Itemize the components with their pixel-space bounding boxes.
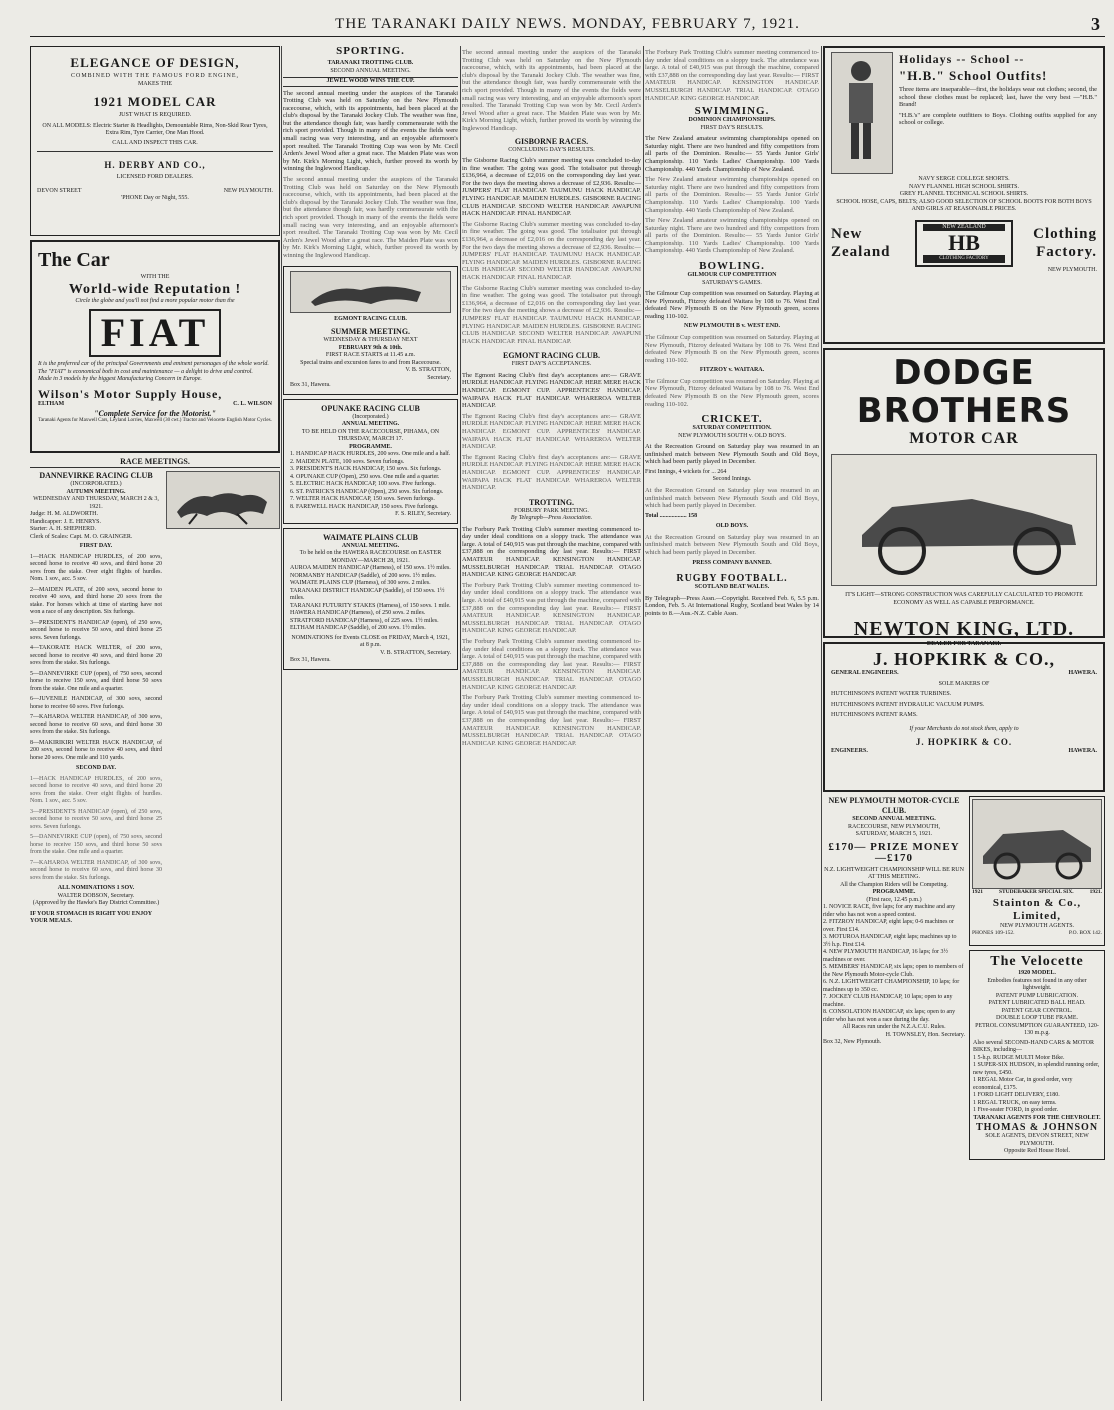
fiat-pref: It is the preferred car of the principal Governments and eminent personages of the whole world. [38, 361, 269, 367]
waimate-box: Box 31, Hawera. [290, 657, 331, 664]
hb-nz-left: New Zealand [831, 226, 891, 261]
trotting-article-continued: The second annual meeting under the auspices of the Taranaki Trotting Club was held on Saturday on the New Plymouth racecourse, which, with its appointments, had been placed at the club's disposal by the Taranaki Jockey Club. The weather was fine, but the attendance though fair, was hardly commensurate with the rich sport provided. Though in many of the events the fields were small racing was very interesting, and an enjoyable afternoon's sport resulted. The Taranaki Trotting Cup was won by Mr. Cecil Arden's Jewel Wood after a great race. The Maiden Plate was won by Mr. Kirk's Morning Light, which, further proved its worth by winning the Inglewood Handicap. [283, 176, 458, 259]
dannevirke-secretary: WALTER DOBSON, Secretary. [57, 892, 135, 899]
hb-town: NEW PLYMOUTH. [1047, 266, 1097, 273]
ford-town: NEW PLYMOUTH. [223, 187, 273, 194]
waimate-item: STRATFORD HANDICAP (Harness), of 225 sovs. 1½ miles. [290, 617, 439, 624]
dannevirke-dates: WEDNESDAY AND THURSDAY, MARCH 2 & 3, 1921. [33, 496, 159, 510]
hb-item: GREY FLANNEL TECHNICAL SCHOOL SHIRTS. [899, 191, 1029, 197]
swimming-article-continued: The New Zealand amateur swimming championships opened on Saturday night. There are two hundred and fifty competitors from all parts of the Dominion. Results:— 55 Yards Junior Girls' Championship. 110 Yards Ladies' Championship. 100 Yards Championship. 440 Yards Championship of New Zealand. [645, 176, 819, 214]
car-icon [832, 455, 1098, 583]
stainton-town: NEW PLYMOUTH AGENTS. [999, 922, 1075, 929]
egmont-trains: Special trains and excursion fares to and from Racecourse. [300, 359, 441, 366]
club-prize: £170— PRIZE MONEY —£170 [828, 840, 960, 864]
hopkirk-stock: If your Merchants do not stock them, apply to [909, 725, 1019, 732]
hb-logo-mid: HB [948, 230, 980, 256]
hb-clothing-advert [823, 46, 1105, 344]
motorcycle-club-advert [823, 796, 965, 1164]
hb-item: SCHOOL HOSE, CAPS, BELTS; ALSO GOOD SELECTION OF SCHOOL BOOTS FOR BOTH BOYS AND GIRLS AT REASONABLE PRICES. [836, 198, 1092, 212]
hopkirk-p3: HUTCHINSON'S PATENT RAMS. [831, 712, 918, 718]
ford-line2: MAKES THE [137, 80, 173, 87]
second-meeting-heading: SECOND ANNUAL MEETING. [330, 67, 411, 74]
velocette-model: 1920 MODEL. [1018, 970, 1056, 976]
race-item: 1—HACK HANDICAP HURDLES, of 200 sovs, second horse to receive 40 sovs, and third horse 20 sovs from the stake. Over eight flights of hurdles. Nom. 1 sov., acc. 5 sov. [30, 775, 162, 804]
studebaker-advert [969, 796, 1105, 946]
dodge-dealer: NEWTON KING, LTD. [853, 618, 1075, 640]
car-illustration [831, 454, 1097, 586]
club-champ: N.Z. LIGHTWEIGHT CHAMPIONSHIP WILL BE RUN AT THIS MEETING. [824, 866, 964, 880]
club-date: SATURDAY, MARCH 5, 1921. [855, 831, 933, 837]
stomach-advert-title: IF YOUR STOMACH IS RIGHT YOU ENJOY YOUR MEALS. [30, 910, 152, 924]
dominion-heading: DOMINION CHAMPIONSHIPS. [688, 117, 776, 124]
dannevirke-title: DANNEVIRKE RACING CLUB [39, 471, 153, 480]
fiat-circle: Circle the globe and you'll not find a more popular motor than the [75, 297, 235, 304]
race-item: 6—JUVENILE HANDICAP, of 300 sovs, second horse to receive 60 sovs. Five furlongs. [30, 696, 162, 710]
race-meetings-heading: RACE MEETINGS. [30, 457, 280, 468]
velocette-feature: DOUBLE LOOP TUBE FRAME. [995, 1015, 1078, 1021]
waimate-meeting: ANNUAL MEETING. [341, 542, 400, 549]
saturday-games-heading: SATURDAY'S GAMES. [702, 279, 762, 286]
forbury-article-overflow: The Forbury Park Trotting Club's summer meeting commenced to-day under ideal conditions on a sloppy track. The attendance was large. A total of £40,915 was put through the machine, compared with £37,888 on the corresponding day last year. Results:— FIRST AMATEUR HANDICAP. KENSINGTON HANDICAP. MUSSELBURGH HANDICAP. TRIAL HANDICAP. OTAGO HANDICAP. KING GEORGE HANDICAP. [645, 49, 819, 102]
dannevirke-inc: (INCORPORATED.) [70, 481, 122, 487]
velocette-agents: TARANAKI AGENTS FOR THE CHEVROLET. [973, 1114, 1101, 1121]
column-rule [281, 46, 282, 1401]
dodge-advert [823, 348, 1105, 647]
jockey-icon [291, 272, 451, 310]
waimate-item: TARANAKI FUTURITY STAKES (Harness), of 150 sovs. 1 mile. [290, 602, 451, 609]
club-item: 4. NEW PLYMOUTH HANDICAP, 16 laps; for 3½ machines or over. [823, 949, 948, 963]
opunake-item: 5. ELECTRIC HACK HANDICAP, 100 sovs. Five furlongs. [290, 481, 436, 488]
opunake-item: 8. FAREWELL HACK HANDICAP, 150 sovs. Five furlongs. [290, 503, 439, 510]
jockey-illustration [290, 271, 451, 313]
race-item: 7—KAHAROA WELTER HANDICAP, of 300 sovs, second horse to receive 60 sovs, and third horse 30 sovs from the stake. Six furlongs. [30, 859, 162, 881]
gisborne-subheading: CONCLUDING DAY'S RESULTS. [508, 146, 595, 153]
opunake-meeting: ANNUAL MEETING. [341, 421, 400, 428]
forbury-article-continued: The Forbury Park Trotting Club's summer meeting commenced to-day under ideal conditions on a sloppy track. The attendance was large. A total of £40,915 was put through the machine, compared with £37,888 on the corresponding day last year. Results:— FIRST AMATEUR HANDICAP. KENSINGTON HANDICAP. MUSSELBURGH HANDICAP. TRIAL HANDICAP. OTAGO HANDICAP. KING GEORGE HANDICAP. [462, 694, 641, 747]
used-item: 1 FORD LIGHT DELIVERY, £180. [973, 1092, 1060, 1098]
cricket-article: At the Recreation Ground on Saturday play was resumed in an unfinished match between New Plymouth South and Old Boys, which had been partly played in December. [645, 443, 819, 466]
gisborne-article-continued: The Gisborne Racing Club's summer meeting was concluded to-day in fine weather. The going was good. The totalisator put through £136,964, a decrease of £2,016 on the corresponding day last year. For the two days the meeting shows a decrease of £2,936. Results:— JUMPERS' FLAT HANDICAP. TAUMUNU HACK HANDICAP. FLYING HANDICAP. MAIDEN HURDLES. GISBORNE RACING CLUB HANDICAP. SECOND WELTER HANDICAP. AWAPUNI HACK HANDICAP. FINAL HANDICAP. [462, 284, 641, 345]
schoolboy-icon [832, 53, 890, 171]
egmont-feb: FEBRUARY 9th & 10th. [338, 344, 403, 351]
column-3 [462, 46, 641, 1401]
velocette-also: Also several SECOND-HAND CARS & MOTOR BIKES, including— [973, 1039, 1095, 1053]
forbury-article-continued: The Forbury Park Trotting Club's summer meeting commenced to-day under ideal conditions on a sloppy track. The attendance was large. A total of £40,915 was put through the machine, compared with £37,888 on the corresponding day last year. Results:— FIRST AMATEUR HANDICAP. KENSINGTON HANDICAP. MUSSELBURGH HANDICAP. TRIAL HANDICAP. OTAGO HANDICAP. KING GEORGE HANDICAP. [462, 638, 641, 691]
studebaker-mid: STUDEBAKER SPECIAL SIX. [998, 889, 1074, 895]
total-line: Total .................. 158 [645, 512, 698, 519]
dodge-sub: MOTOR CAR [909, 430, 1019, 447]
club-programme: PROGRAMME. [872, 889, 916, 895]
egmont-acceptances-continued: The Egmont Racing Club's first day's acceptances are:— GRAVE HURDLE HANDICAP. FLYING HANDICAP. HERE MERE HACK HANDICAP. EGMONT CUP. APPRENTICES' HANDICAP. WAIPAPA HACK FLAT HANDICAP. WHAREROA WELTER HANDICAP. [462, 412, 641, 451]
velocette-text: Embodies features not found in any other lightweight. [987, 977, 1087, 991]
bowling-article: The Gilmour Cup competition was resumed on Saturday. Playing at New Plymouth, Fitzroy defeated Waitara by 108 to 76. West End defeated New Plymouth B on the New Plymouth green, scores reading 110-102. [645, 290, 819, 320]
egmont-advert [283, 266, 458, 395]
club-rules: All Races run under the N.Z.A.C.U. Rules. [842, 1024, 946, 1030]
studebaker-left: 1921 [972, 889, 983, 895]
velocette-advert [969, 950, 1105, 1160]
second-innings-heading: Second Innings. [712, 476, 752, 483]
hopkirk-right-2: HAWERA. [1068, 748, 1097, 754]
hopkirk-left-2: ENGINEERS. [831, 748, 868, 754]
hb-complete: "H.B.'s" are complete outfitters to Boys. Clothing outfits supplied for any school or college. [899, 111, 1097, 127]
ford-licensed: LICENSED FORD DEALERS. [116, 174, 194, 180]
waimate-secretary: V. B. STRATTON, Secretary. [380, 649, 451, 656]
racehorse-illustration [166, 471, 280, 529]
used-item: 1 Five-seater FORD, in good order. [973, 1107, 1059, 1113]
club-item: 6. N.Z. LIGHTWEIGHT CHAMPIONSHIP, 10 laps; for machines up to 350 cc. [823, 979, 960, 993]
bowling-heading: BOWLING. [699, 260, 765, 273]
column-rule [460, 46, 461, 1401]
velocette-name: The Velocette [990, 954, 1084, 969]
studebaker-illustration [972, 799, 1102, 889]
fiat-line3: World-wide Reputation ! [68, 281, 242, 297]
ford-line3: JUST WHAT IS REQUIRED. [118, 112, 192, 118]
club-venue: RACECOURSE, NEW PLYMOUTH, [848, 823, 940, 830]
column-1 [30, 46, 280, 1401]
dannevirke-judge: Judge: H. M. ALDWORTH. [30, 511, 98, 517]
egmont-summer: SUMMER MEETING. [330, 327, 411, 337]
studebaker-right: 1921. [1089, 889, 1102, 895]
club-all: All the Champion Riders will be Competing. [840, 881, 948, 888]
opunake-inc: (Incorporated.) [352, 413, 389, 420]
rugby-heading: RUGBY FOOTBALL. [676, 573, 788, 585]
opunake-secretary: F. S. RILEY, Secretary. [395, 511, 451, 518]
trotting-article-overflow: The second annual meeting under the auspices of the Taranaki Trotting Club was held on Saturday on the New Plymouth racecourse, which, with its appointments, had been placed at the club's disposal by the Taranaki Jockey Club. The weather was fine, but the attendance though fair, was hardly commensurate with the rich sport provided. Though in many of the events the fields were small racing was very interesting, and an enjoyable afternoon's sport resulted. The Taranaki Trotting Cup was won by Mr. Cecil Arden's Jewel Wood after a great race. The Maiden Plate was won by Mr. Kirk's Morning Light, which, further proved its worth by winning the Inglewood Handicap. [462, 49, 641, 132]
masthead-title: THE TARANAKI DAILY NEWS. MONDAY, FEBRUARY 7, 1921. [335, 16, 800, 32]
ford-dealer: H. DERBY AND CO., [104, 160, 206, 170]
hb-nz-right: Clothing Factory. [1033, 226, 1097, 261]
fiat-line2: WITH THE [140, 274, 170, 280]
hopkirk-p1: HUTCHINSON'S PATENT WATER TURBINES. [831, 691, 952, 697]
opunake-item: 4. OPUNAKE CUP (Open), 250 sovs. One mile and a quarter. [290, 473, 440, 480]
opunake-held: TO BE HELD ON THE RACECOURSE, PIHAMA, ON THURSDAY, MARCH 17. [301, 428, 440, 443]
club-meeting: SECOND ANNUAL MEETING. [852, 816, 936, 822]
egmont-box: Box 31, Hawera. [290, 382, 331, 389]
hb-logo [915, 220, 1013, 267]
old-boys-heading: OLD BOYS. [715, 523, 749, 530]
waimate-title: WAIMATE PLAINS CLUB [323, 532, 418, 542]
saturday-competition-heading: SATURDAY COMPETITION. [692, 425, 772, 432]
waimate-nominations: NOMINATIONS for Events CLOSE on FRIDAY, March 4, 1921, at 8 p.m. [291, 634, 450, 649]
dannevirke-clerk: Clerk of Scales: Capt. M. O. GRAINGER. [30, 533, 133, 540]
bowling-scores: The Gilmour Cup competition was resumed on Saturday. Playing at New Plymouth, Fitzroy defeated Waitara by 108 to 76. West End defeated New Plymouth B on the New Plymouth green, scores reading 110-102. [645, 333, 819, 364]
jewel-wood-heading: JEWEL WOOD WINS THE CUP. [283, 77, 458, 87]
ford-call: CALL AND INSPECT THIS CAR. [112, 139, 198, 146]
column-2 [283, 46, 458, 1401]
waimate-item: TARANAKI DISTRICT HANDICAP (Saddle), of 150 sovs. 1½ miles. [290, 587, 445, 602]
club-item: 7. JOCKEY CLUB HANDICAP, 10 laps; open to any machine. [823, 994, 953, 1008]
fiat-town: ELTHAM [38, 400, 65, 407]
egmont-dates: WEDNESDAY & THURSDAY NEXT [323, 337, 418, 344]
hopkirk-makers: SOLE MAKERS OF [938, 680, 990, 687]
hopkirk-right: HAWERA. [1068, 670, 1097, 676]
egmont-results-heading: EGMONT RACING CLUB. [503, 351, 600, 361]
used-item: 1 SUPER-SIX HUDSON, in splendid running order, new tyres, £450. [973, 1062, 1100, 1076]
press-company-heading: PRESS COMPANY BANNED. [692, 559, 772, 566]
egmont-secretary-title: Secretary. [427, 374, 451, 381]
dannevirke-starter: Starter: A. H. SHEPHERD. [30, 526, 96, 532]
club-box: Box 32, New Plymouth. [823, 1039, 882, 1045]
club-item: 1. NOVICE RACE, five laps; for any machine and any rider who has not won a speed contest. [823, 904, 956, 918]
hb-logo-top: NEW ZEALAND [923, 224, 1005, 232]
waimate-item: NORMANBY HANDICAP (Saddle), of 200 sovs. 1½ miles. [290, 572, 437, 579]
forbury-article: The Forbury Park Trotting Club's summer meeting commenced to-day under ideal conditions on a sloppy track. The attendance was large. A total of £40,915 was put through the machine, compared with £37,888 on the corresponding day last year. Results:— FIRST AMATEUR HANDICAP. KENSINGTON HANDICAP. MUSSELBURGH HANDICAP. TRIAL HANDICAP. OTAGO HANDICAP. KING GEORGE HANDICAP. [462, 525, 641, 579]
hopkirk-advert [823, 642, 1105, 792]
hb-outfit: "H.B." School Outfits! [899, 68, 1048, 83]
hb-title: Holidays -- School -- [899, 52, 1025, 66]
race-item: 5—DANNEVIRKE CUP (open), of 750 sovs, second horse to receive 150 sovs, and third horse 50 sovs from the stake. One mile and a quarter. [30, 670, 162, 692]
race-item: 3—PRESIDENT'S HANDICAP (open), of 250 sovs, second horse to receive 50 sovs, and third horse 25 sovs. Seven furlongs. [30, 808, 162, 830]
forbury-heading: FORBURY PARK MEETING. [514, 507, 589, 514]
fitzroy-waitara-heading: FITZROY v. WAITARA. [699, 367, 765, 374]
race-item: 8—MAKIRIKIRI WELTER HACK HANDICAP, of 200 sovs, second horse to receive 40 sovs, and third horse 20 sovs. One mile and 110 yards. [30, 739, 162, 761]
column-rule [643, 46, 644, 1401]
egmont-first: FIRST RACE STARTS at 11.45 a.m. [325, 352, 416, 359]
fiat-made: Made in 3 models by the biggest Manufacturing Concern in Europe. [38, 376, 202, 382]
opunake-item: 7. WELTER HACK HANDICAP, 150 sovs. Seven furlongs. [290, 496, 435, 503]
cricket-scores: At the Recreation Ground on Saturday play was resumed in an unfinished match between New Plymouth South and Old Boys, which had been partly played in December. [645, 486, 819, 510]
swimming-article: The New Zealand amateur swimming championships opened on Saturday night. There are two hundred and fifty competitors from all parts of the Dominion. Results:— 55 Yards Junior Girls' Championship. 110 Yards Ladies' Championship. 100 Yards Championship. 440 Yards Championship of New Zealand. [645, 135, 819, 173]
swimming-article-continued: The New Zealand amateur swimming championships opened on Saturday night. There are two hundred and fifty competitors from all parts of the Dominion. Results:— 55 Yards Junior Girls' Championship. 110 Yards Ladies' Championship. 100 Yards Championship. 440 Yards Championship of New Zealand. [645, 217, 819, 255]
waimate-advert [283, 528, 458, 670]
club-item: 2. FITZROY HANDICAP, eight laps; 0-6 machines or over. First £14. [823, 919, 954, 933]
hopkirk-name: J. HOPKIRK & CO., [873, 649, 1055, 669]
club-secretary: H. TOWNSLEY, Hon. Secretary. [885, 1031, 965, 1038]
cricket-scores: At the Recreation Ground on Saturday play was resumed in an unfinished match between New Plymouth South and Old Boys, which had been partly played in December. [645, 533, 819, 556]
np-westend-heading: NEW PLYMOUTH B v. WEST END. [684, 323, 780, 330]
schoolboy-illustration [831, 52, 893, 174]
ford-extras: ON ALL MODELS: Electric Starter & Headlights, Demountable Rims, Non-Skid Rear Tyres, Extra Rim, Tyre Carrier, One Man Hood. [42, 122, 268, 136]
egmont-acceptances-heading: FIRST DAY'S ACCEPTANCES. [511, 361, 592, 368]
dannevirke-handicapper: Handicapper: J. E. HENRYS. [30, 518, 101, 525]
club-item: 3. MOTUROA HANDICAP, eight laps; machines up to 3½ h.p. First £14. [823, 934, 957, 948]
club-first: (First race, 12.45 p.m.) [866, 896, 922, 903]
fiat-line1: The Car [38, 249, 110, 271]
ford-title: ELEGANCE OF DESIGN, [70, 55, 240, 70]
egmont-title: EGMONT RACING CLUB. [334, 315, 407, 322]
used-item: 1 REGAL TRUCK, on easy terms. [973, 1099, 1057, 1106]
fiat-motto: "Complete Service for the Motorist." [94, 409, 216, 418]
used-item: 1 5-h.p. RUDGE MULTI Motor Bike. [973, 1054, 1065, 1061]
dannevirke-nominations: ALL NOMINATIONS 1 SOV. [57, 885, 135, 891]
fiat-wonder: The "FIAT" is economical both in cost and maintenance — a delight to drive and control. [38, 368, 253, 375]
fiat-advert [30, 240, 280, 453]
hopkirk-name-2: J. HOPKIRK & CO. [915, 737, 1013, 747]
dannevirke-second-day: SECOND DAY. [76, 765, 116, 771]
ford-street: DEVON STREET [37, 187, 82, 194]
velocette-feature: PATENT PUMP LUBRICATION. [995, 992, 1079, 999]
car-icon [973, 800, 1101, 886]
velocette-feature: PETROL CONSUMPTION GUARANTEED, 120-130 m.p.g. [975, 1022, 1099, 1036]
hb-text: Three items are inseparable—first, the holidays wear out clothes; second, the school these clothes must be replaced; last, have the very best —"H.B." Brand! [899, 86, 1097, 109]
opunake-title: OPUNAKE RACING CLUB [321, 403, 420, 413]
dodge-brand: DODGE BROTHERS [856, 353, 1072, 431]
race-item: 5—DANNEVIRKE CUP (open), of 750 sovs, second horse to receive 150 sovs, and third horse 50 sovs from the stake. One mile and a quarter. [30, 834, 162, 855]
forbury-article-continued: The Forbury Park Trotting Club's summer meeting commenced to-day under ideal conditions on a sloppy track. The attendance was large. A total of £40,915 was put through the machine, compared with £37,888 on the corresponding day last year. Results:— FIRST AMATEUR HANDICAP. KENSINGTON HANDICAP. MUSSELBURGH HANDICAP. TRIAL HANDICAP. OTAGO HANDICAP. KING GEORGE HANDICAP. [462, 581, 641, 635]
race-item: 2—MAIDEN PLATE, of 200 sovs, second horse to receive 40 sovs, and third horse 20 sovs from the stake. For horses which at time of starting have not won a race of any description. Six furlongs. [30, 586, 162, 615]
fiat-agents: Taranaki Agents for Maxwell Cars, Leyland Lorries, Maxwell (30 cwt.) Tractor and Velocette English Motor Cycles. [38, 417, 272, 423]
egmont-acceptances-continued: The Egmont Racing Club's first day's acceptances are:— GRAVE HURDLE HANDICAP. FLYING HANDICAP. HERE MERE HACK HANDICAP. EGMONT CUP. APPRENTICES' HANDICAP. WAIPAPA HACK FLAT HANDICAP. WHAREROA WELTER HANDICAP. [462, 453, 641, 492]
opunake-item: 6. ST. PATRICK'S HANDICAP (Open), 250 sovs. Six furlongs. [290, 488, 444, 495]
velocette-firm: THOMAS & JOHNSON [975, 1122, 1099, 1133]
waimate-held: To be held on the HAWERA RACECOURSE on EASTER MONDAY—MARCH 28, 1921. [299, 550, 442, 564]
page-number: 3 [1091, 14, 1101, 34]
first-day-heading: FIRST DAY'S RESULTS. [700, 124, 764, 131]
ford-line1: COMBINED WITH THE FAMOUS FORD ENGINE, [70, 73, 239, 79]
hb-logo-bot: CLOTHING FACTORY [923, 255, 1005, 263]
opunake-advert [283, 399, 458, 524]
dannevirke-advert [30, 471, 162, 926]
gisborne-article-continued: The Gisborne Racing Club's summer meeting was concluded to-day in fine weather. The going was good. The totalisator put through £136,964, a decrease of £2,016 on the corresponding day last year. For the two days the meeting shows a decrease of £2,936. Results:— JUMPERS' FLAT HANDICAP. TAUMUNU HACK HANDICAP. FLYING HANDICAP. MAIDEN HURDLES. GISBORNE RACING CLUB HANDICAP. SECOND WELTER HANDICAP. AWAPUNI HACK HANDICAP. FINAL HANDICAP. [462, 220, 641, 281]
ford-phone: 'PHONE Day or Night, 555. [121, 195, 189, 201]
opunake-programme: PROGRAMME. [349, 443, 392, 450]
waimate-item: WAIMATE PLAINS CUP (Harness), of 300 sovs. 2 miles. [290, 580, 431, 587]
hb-item: NAVY FLANNEL HIGH SCHOOL SHIRTS. [908, 183, 1020, 190]
cricket-heading: CRICKET. [701, 413, 763, 426]
horse-icon [167, 472, 279, 526]
ford-advert [30, 46, 280, 236]
stainton-po: P.O. BOX 142. [1068, 930, 1102, 936]
sporting-heading: SPORTING. [336, 46, 405, 57]
dodge-tag: IT'S LIGHT—STRONG CONSTRUCTION WAS CAREFULLY CALCULATED TO PROMOTE ECONOMY AS WELL AS CAPABLE PERFORMANCE. [845, 592, 1083, 606]
fiat-dealer: Wilson's Motor Supply House, [38, 386, 223, 401]
opunake-item: 1. HANDICAP HACK HURDLES, 200 sovs. One mile and a half. [290, 451, 451, 458]
column-5 [823, 46, 1105, 1401]
dannevirke-meeting: AUTUMN MEETING. [66, 488, 126, 495]
egmont-secretary: V. B. STRATTON, [405, 367, 451, 374]
club-title: NEW PLYMOUTH MOTOR-CYCLE CLUB. [828, 796, 960, 815]
club-item: 5. MEMBERS' HANDICAP, six laps; open to members of the New Plymouth Motor-cycle Club. [823, 964, 964, 978]
rugby-article: By Telegraph—Press Assn.—Copyright. Received Feb. 6, 5.5 p.m. London, Feb. 5. At International Rugby, Scotland beat Wales by 14 points to 8.—Aus.-N.Z. Cable Assn. [645, 594, 819, 617]
race-illustration-column [166, 471, 280, 926]
trotting-article: The second annual meeting under the auspices of the Taranaki Trotting Club was held on Saturday on the New Plymouth racecourse, which, with its appointments, had been placed at the club's disposal by the Taranaki Jockey Club. The weather was fine, but the attendance though fair, was hardly commensurate with the rich sport provided. Though in many of the events the fields were small racing was very interesting, and an enjoyable afternoon's sport resulted. The Taranaki Trotting Cup was won by Mr. Cecil Arden's Jewel Wood after a great race. The Maiden Plate was won by Mr. Kirk's Morning Light, which, further proved its worth by winning the Inglewood Handicap. [283, 89, 458, 173]
velocette-opp: Opposite Red House Hotel. [1004, 1148, 1070, 1154]
first-innings-line: First Innings, 4 wickets for ... 264 [645, 468, 727, 475]
trotting-club-heading: TARANAKI TROTTING CLUB. [327, 60, 414, 66]
scotland-heading: SCOTLAND BEAT WALES. [694, 584, 770, 591]
waimate-item: AUROA MAIDEN HANDICAP (Harness), of 150 sovs. 1½ miles. [290, 565, 451, 572]
race-item: 4—TAKORATE HACK WELTER, of 200 sovs, second horse to receive 40 sovs, and third horse 20 sovs from the stake. Six furlongs. [30, 645, 162, 666]
masthead [30, 14, 1105, 37]
velocette-sole: SOLE AGENTS, DEVON STREET, NEW PLYMOUTH. [985, 1133, 1089, 1147]
gisborne-heading: GISBORNE RACES. [514, 136, 589, 146]
np-oldboys-heading: NEW PLYMOUTH SOUTH v. OLD BOYS. [678, 432, 786, 439]
column-4 [645, 46, 819, 1401]
waimate-item: HAWERA HANDICAP (Harness), of 250 sovs. 2 miles. [290, 610, 426, 617]
gilmour-heading: GILMOUR CUP COMPETITION [687, 272, 777, 279]
dodge-role: DEALER FOR TARANAKI. [926, 641, 1002, 647]
dannevirke-first-day: FIRST DAY. [79, 543, 113, 549]
press-association-line: By Telegraph—Press Association. [510, 515, 593, 522]
opunake-item: 3. PRESIDENT'S HACK HANDICAP, 150 sovs. Six furlongs. [290, 466, 442, 473]
used-item: 1 REGAL Motor Car, in good order, very economical, £175. [973, 1077, 1073, 1091]
stainton-phones: PHONES 109-152. [972, 930, 1015, 936]
velocette-feature: PATENT GEAR CONTROL. [1001, 1007, 1073, 1014]
club-item: 8. CONSOLATION HANDICAP, six laps; open to any rider who has not won a race during the day. [823, 1009, 956, 1023]
race-item: 7—KAHAROA WELTER HANDICAP, of 300 sovs, second horse to receive 60 sovs, and third horse 30 sovs from the stake. Six furlongs. [30, 714, 162, 735]
fiat-owner: C. L. WILSON [233, 400, 272, 407]
hb-item: NAVY SERGE COLLEGE SHORTS. [918, 176, 1010, 182]
hopkirk-left: GENERAL ENGINEERS. [831, 670, 899, 676]
stainton-name: Stainton & Co., Limited, [992, 896, 1082, 922]
trotting-heading: TROTTING. [528, 497, 575, 507]
swimming-heading: SWIMMING. [694, 105, 770, 118]
bowling-scores: The Gilmour Cup competition was resumed on Saturday. Playing at New Plymouth, Fitzroy defeated Waitara by 108 to 76. West End defeated New Plymouth B on the New Plymouth green, scores reading 110-102. [645, 377, 819, 408]
waimate-item: ELTHAM HANDICAP (Saddle), of 200 sovs. 1½ miles. [290, 625, 426, 632]
velocette-feature: PATENT LUBRICATED BALL HEAD. [988, 1000, 1086, 1006]
race-item: 1—HACK HANDICAP HURDLES, of 200 sovs, second horse to receive 40 sovs, and third horse 20 sovs from the stake. Over eight flights of hurdles. Nom. 1 sov., acc. 5 sov. [30, 553, 162, 582]
gisborne-article: The Gisborne Racing Club's summer meeting was concluded to-day in fine weather. The going was good. The totalisator put through £136,964, a decrease of £2,016 on the corresponding day last year. For the two days the meeting shows a decrease of £2,936. Results:— JUMPERS' FLAT HANDICAP. TAUMUNU HACK HANDICAP. FLYING HANDICAP. MAIDEN HURDLES. GISBORNE RACING CLUB HANDICAP. SECOND WELTER HANDICAP. AWAPUNI HACK HANDICAP. FINAL HANDICAP. [462, 157, 641, 218]
fiat-logo: FIAT [89, 309, 222, 357]
ford-model: 1921 MODEL CAR [93, 94, 217, 109]
race-item: 3—PRESIDENT'S HANDICAP (open), of 250 sovs, second horse to receive 50 sovs, and third horse 25 sovs. Seven furlongs. [30, 619, 162, 641]
hopkirk-p2: HUTCHINSON'S PATENT HYDRAULIC VACUUM PUMPS. [831, 701, 985, 708]
dannevirke-approved: (Approved by the Hawke's Bay District Committee.) [32, 900, 160, 906]
column-rule [821, 46, 822, 1401]
egmont-acceptances-article: The Egmont Racing Club's first day's acceptances are:— GRAVE HURDLE HANDICAP. FLYING HANDICAP. HERE MERE HACK HANDICAP. EGMONT CUP. APPRENTICES' HANDICAP. WAIPAPA HACK FLAT HANDICAP. WHAREROA WELTER HANDICAP. [462, 371, 641, 410]
opunake-item: 2. MAIDEN PLATE, 100 sovs. Seven furlongs. [290, 458, 405, 465]
